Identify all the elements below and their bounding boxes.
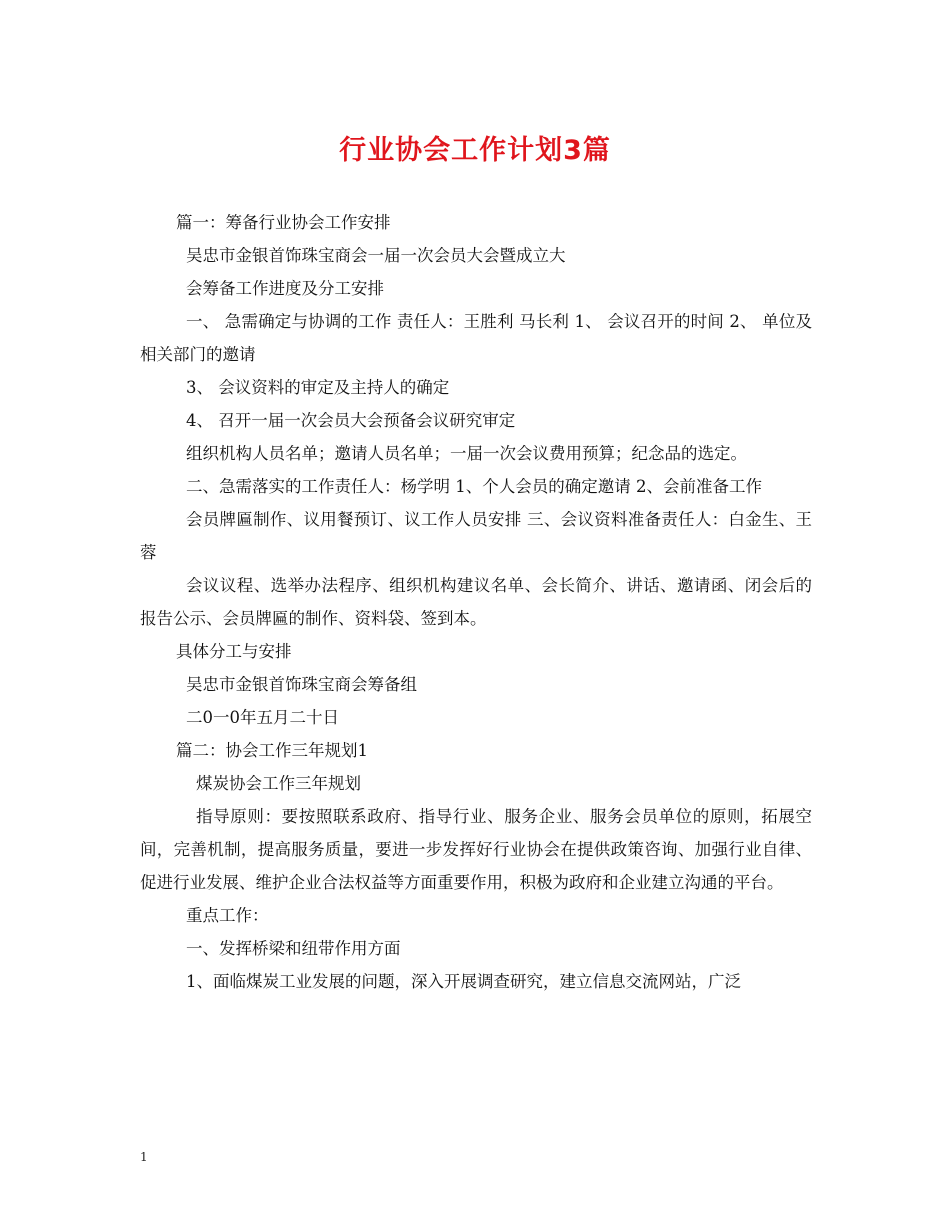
- paragraph: 指导原则：要按照联系政府、指导行业、服务企业、服务会员单位的原则，拓展空间，完善机制，提高服务质量，要进一步发挥好行业协会在提供政策咨询、加强行业自律、促进行业发展、维护企业合法权益等方面重要作用，积极为政府和企业建立沟通的平台。: [140, 807, 812, 892]
- paragraph: 篇二：协会工作三年规划1: [176, 741, 368, 760]
- paragraph: 1、面临煤炭工业发展的问题，深入开展调查研究，建立信息交流网站，广泛: [186, 972, 741, 991]
- paragraph: 组织机构人员名单；邀请人员名单；一届一次会议费用预算；纪念品的选定。: [186, 444, 747, 463]
- paragraph: 二0一0年五月二十日: [186, 708, 339, 727]
- paragraph: 一、 急需确定与协调的工作 责任人：王胜利 马长利 1、 会议召开的时间 2、 单位及相关部门的邀请: [140, 312, 812, 364]
- paragraph: 吴忠市金银首饰珠宝商会筹备组: [186, 675, 417, 694]
- paragraph: 重点工作：: [186, 906, 269, 925]
- document-title: 行业协会工作计划3篇: [339, 135, 611, 166]
- paragraph: 具体分工与安排: [176, 642, 292, 661]
- document-body: [140, 206, 812, 998]
- paragraph: 4、 召开一届一次会员大会预备会议研究审定: [186, 411, 516, 430]
- paragraph: 会议议程、选举办法程序、组织机构建议名单、会长简介、讲话、邀请函、闭会后的报告公示、会员牌匾的制作、资料袋、签到本。: [140, 576, 812, 628]
- paragraph: 一、发挥桥梁和纽带作用方面: [186, 939, 401, 958]
- page-number: 1: [140, 1150, 148, 1164]
- paragraph: 会员牌匾制作、议用餐预订、议工作人员安排 三、会议资料准备责任人：白金生、王蓉: [140, 510, 812, 562]
- paragraph: 篇一：筹备行业协会工作安排: [176, 213, 391, 232]
- paragraph: 吴忠市金银首饰珠宝商会一届一次会员大会暨成立大: [186, 246, 566, 265]
- paragraph: 会筹备工作进度及分工安排: [186, 279, 384, 298]
- paragraph: 二、急需落实的工作责任人：杨学明 1、个人会员的确定邀请 2、会前准备工作: [186, 477, 762, 496]
- paragraph: 煤炭协会工作三年规划: [196, 774, 361, 793]
- paragraph: 3、 会议资料的审定及主持人的确定: [186, 378, 450, 397]
